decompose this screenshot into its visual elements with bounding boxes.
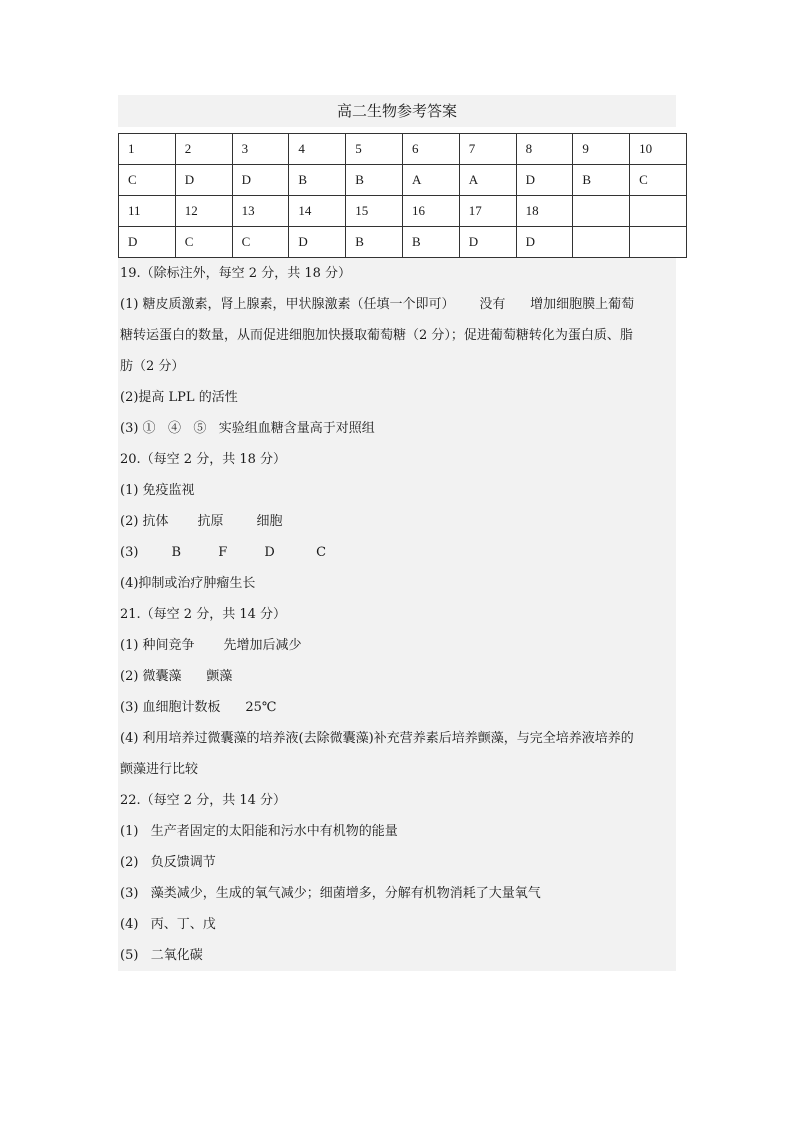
table-row	[119, 227, 687, 258]
table-cell: 17	[459, 196, 516, 227]
table-cell: D	[119, 227, 176, 258]
answer-line: 22.（每空 2 分，共 14 分）	[118, 785, 676, 816]
table-cell: D	[459, 227, 516, 258]
answer-line: (4) 利用培养过微囊藻的培养液(去除微囊藻)补充营养素后培养颤藻，与完全培养液培养的	[118, 723, 676, 754]
answer-lines	[118, 258, 676, 971]
answer-line: 19.（除标注外，每空 2 分，共 18 分）	[118, 258, 676, 289]
table-cell: 1	[119, 134, 176, 165]
answer-line: (4) 丙、丁、戊	[118, 909, 676, 940]
table-cell	[630, 196, 687, 227]
table-cell: D	[175, 165, 232, 196]
table-row	[119, 134, 687, 165]
table-cell: 2	[175, 134, 232, 165]
answer-line: 肪（2 分）	[118, 351, 676, 382]
table-cell: C	[630, 165, 687, 196]
table-cell: D	[516, 227, 573, 258]
table-cell: D	[289, 227, 346, 258]
table-cell: B	[346, 165, 403, 196]
table-cell: 10	[630, 134, 687, 165]
table-cell: D	[516, 165, 573, 196]
table-cell: 18	[516, 196, 573, 227]
table-cell: 5	[346, 134, 403, 165]
answer-line: (3) 藻类减少，生成的氧气减少；细菌增多，分解有机物消耗了大量氧气	[118, 878, 676, 909]
answer-line: (4)抑制或治疗肿瘤生长	[118, 568, 676, 599]
answer-line: (1) 糖皮质激素，肾上腺素，甲状腺激素（任填一个即可） 没有 增加细胞膜上葡萄	[118, 289, 676, 320]
table-cell: 12	[175, 196, 232, 227]
answer-line: (3) 血细胞计数板 25℃	[118, 692, 676, 723]
table-cell: 6	[402, 134, 459, 165]
table-cell: 14	[289, 196, 346, 227]
table-cell: 16	[402, 196, 459, 227]
page-title: 高二生物参考答案	[118, 95, 676, 127]
table-cell: B	[402, 227, 459, 258]
answer-sheet	[118, 95, 676, 971]
table-cell: A	[402, 165, 459, 196]
table-cell: B	[346, 227, 403, 258]
table-cell	[573, 196, 630, 227]
table-cell: 7	[459, 134, 516, 165]
answer-line: 20.（每空 2 分，共 18 分）	[118, 444, 676, 475]
answer-table	[118, 133, 687, 258]
table-cell: 13	[232, 196, 289, 227]
table-cell: 15	[346, 196, 403, 227]
table-cell: A	[459, 165, 516, 196]
table-cell: B	[573, 165, 630, 196]
answer-line: 颤藻进行比较	[118, 754, 676, 785]
table-cell: D	[232, 165, 289, 196]
answer-line: 21.（每空 2 分，共 14 分）	[118, 599, 676, 630]
answer-line: (2) 抗体 抗原 细胞	[118, 506, 676, 537]
answer-line: (2) 负反馈调节	[118, 847, 676, 878]
table-cell: 8	[516, 134, 573, 165]
table-cell: C	[119, 165, 176, 196]
table-row	[119, 196, 687, 227]
answer-line: (2)提高 LPL 的活性	[118, 382, 676, 413]
table-row	[119, 165, 687, 196]
table-cell: 9	[573, 134, 630, 165]
answer-line: (3) ① ④ ⑤ 实验组血糖含量高于对照组	[118, 413, 676, 444]
answer-line: (2) 微囊藻 颤藻	[118, 661, 676, 692]
table-cell: C	[175, 227, 232, 258]
table-cell: B	[289, 165, 346, 196]
answer-line: (3) B F D C	[118, 537, 676, 568]
table-cell: 4	[289, 134, 346, 165]
table-cell: C	[232, 227, 289, 258]
answer-line: (1) 生产者固定的太阳能和污水中有机物的能量	[118, 816, 676, 847]
table-cell: 11	[119, 196, 176, 227]
answer-line: (1) 种间竞争 先增加后减少	[118, 630, 676, 661]
table-cell: 3	[232, 134, 289, 165]
answer-line: 糖转运蛋白的数量，从而促进细胞加快摄取葡萄糖（2 分）；促进葡萄糖转化为蛋白质、脂	[118, 320, 676, 351]
table-cell	[573, 227, 630, 258]
table-cell	[630, 227, 687, 258]
answer-line: (5) 二氧化碳	[118, 940, 676, 971]
answer-line: (1) 免疫监视	[118, 475, 676, 506]
